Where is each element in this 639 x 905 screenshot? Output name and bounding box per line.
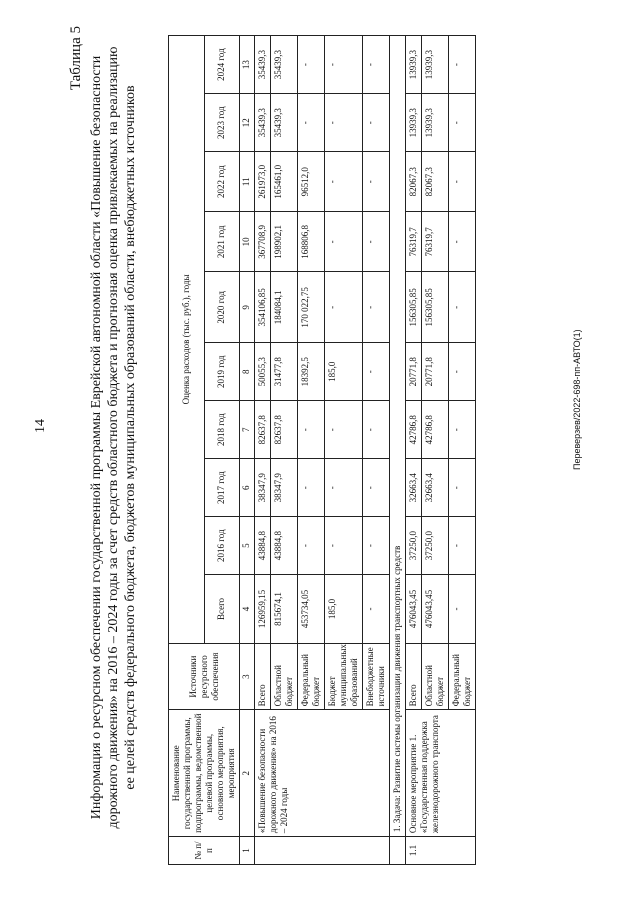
table-row — [255, 36, 271, 865]
index-cell: 9 — [240, 272, 255, 343]
value-cell: 170 022,75 — [298, 272, 325, 343]
index-cell: 1 — [240, 837, 255, 865]
header-num: № п/п — [169, 837, 240, 865]
value-cell: 32663,4 — [422, 459, 449, 517]
page-number: 14 — [33, 419, 48, 433]
document-title: Информация о ресурсном обеспечении государственной программы Еврейской автономной области «Повышение безопасности дорожного движения» на 2016 – 2024 годы за счет средств областного бюджета и прогнозная оценка привлекаемых на реализацию ее целей средств федерального бюджета, бюджетов муниципальных образований области, внебюджетных источников — [89, 46, 138, 829]
header-total: Всего — [204, 575, 240, 644]
value-cell: - — [325, 36, 363, 94]
index-cell: 4 — [240, 575, 255, 644]
value-cell: 13939,3 — [422, 36, 449, 94]
value-cell: 367708,9 — [255, 212, 271, 272]
value-cell: 31477,8 — [271, 343, 298, 401]
document-footer: Переверзев/2022-698-пп-АВТО(1) — [572, 329, 582, 470]
header-2024: 2024 год — [204, 36, 240, 94]
index-cell: 2 — [240, 710, 255, 837]
value-cell: - — [363, 459, 390, 517]
value-cell: 42786,8 — [422, 401, 449, 459]
value-cell: - — [363, 212, 390, 272]
header-2016: 2016 год — [204, 517, 240, 575]
header-2019: 2019 год — [204, 343, 240, 401]
value-cell: 815674,1 — [271, 575, 298, 644]
value-cell: - — [363, 343, 390, 401]
value-cell: - — [325, 401, 363, 459]
value-cell: - — [363, 36, 390, 94]
value-cell: - — [449, 517, 476, 575]
value-cell: - — [449, 272, 476, 343]
row-name: Основное мероприятие 1. «Государственная поддержка железнодорожного транспорта — [406, 710, 476, 837]
index-cell: 7 — [240, 401, 255, 459]
index-cell: 3 — [240, 643, 255, 710]
source-cell: Областной бюджет — [271, 643, 298, 710]
value-cell: - — [325, 272, 363, 343]
value-cell: 156305,85 — [422, 272, 449, 343]
task-heading: 1. Задача: Развитие системы организации движения транспортных средств — [390, 36, 406, 837]
value-cell: - — [449, 575, 476, 644]
value-cell: 13939,3 — [422, 94, 449, 152]
value-cell: - — [298, 459, 325, 517]
index-row — [240, 36, 255, 865]
value-cell: - — [325, 212, 363, 272]
value-cell: 126959,15 — [255, 575, 271, 644]
index-cell: 13 — [240, 36, 255, 94]
value-cell: - — [325, 94, 363, 152]
value-cell: - — [363, 272, 390, 343]
value-cell: 476043,45 — [406, 575, 422, 644]
value-cell: 20771,8 — [422, 343, 449, 401]
value-cell: 82067,3 — [406, 152, 422, 212]
value-cell: 43884,8 — [255, 517, 271, 575]
value-cell: 453734,05 — [298, 575, 325, 644]
value-cell: - — [363, 517, 390, 575]
table-row — [406, 36, 422, 865]
source-cell: Внебюджетные источники — [363, 643, 390, 710]
value-cell: 13939,3 — [406, 94, 422, 152]
resource-table — [168, 35, 476, 865]
value-cell: 354106,85 — [255, 272, 271, 343]
index-cell: 11 — [240, 152, 255, 212]
value-cell: - — [363, 152, 390, 212]
value-cell: 82067,3 — [422, 152, 449, 212]
value-cell: - — [298, 517, 325, 575]
value-cell: 20771,8 — [406, 343, 422, 401]
source-cell: Областной бюджет — [422, 643, 449, 710]
value-cell: 37250,0 — [422, 517, 449, 575]
header-estimate: Оценка расходов (тыс. руб.), годы — [169, 36, 205, 644]
value-cell: 165461,0 — [271, 152, 298, 212]
row-name: «Повышение безопасности дорожного движения» на 2016 – 2024 годы — [255, 710, 390, 837]
header-2020: 2020 год — [204, 272, 240, 343]
value-cell: 35439,3 — [271, 94, 298, 152]
value-cell: 42786,8 — [406, 401, 422, 459]
header-2022: 2022 год — [204, 152, 240, 212]
source-cell: Всего — [255, 643, 271, 710]
index-cell: 5 — [240, 517, 255, 575]
value-cell: 35439,3 — [255, 94, 271, 152]
index-cell: 10 — [240, 212, 255, 272]
value-cell: 50055,3 — [255, 343, 271, 401]
header-row — [169, 36, 205, 865]
value-cell: 76319,7 — [406, 212, 422, 272]
header-source: Источники ресурсного обеспечения — [169, 643, 240, 710]
value-cell: 76319,7 — [422, 212, 449, 272]
source-cell: Бюджет муниципальных образований — [325, 643, 363, 710]
value-cell: 156305,85 — [406, 272, 422, 343]
header-2023: 2023 год — [204, 94, 240, 152]
value-cell: - — [449, 36, 476, 94]
value-cell: 261973,0 — [255, 152, 271, 212]
source-cell: Федеральный бюджет — [449, 643, 476, 710]
value-cell: 168806,8 — [298, 212, 325, 272]
value-cell: - — [449, 152, 476, 212]
index-cell: 8 — [240, 343, 255, 401]
value-cell: - — [363, 401, 390, 459]
value-cell: 38347,9 — [255, 459, 271, 517]
row-num — [255, 837, 390, 865]
index-cell: 12 — [240, 94, 255, 152]
source-cell: Всего — [406, 643, 422, 710]
value-cell: 43884,8 — [271, 517, 298, 575]
value-cell: 96512,0 — [298, 152, 325, 212]
value-cell: 476043,45 — [422, 575, 449, 644]
value-cell: - — [325, 517, 363, 575]
value-cell: - — [449, 212, 476, 272]
value-cell: - — [449, 459, 476, 517]
header-2018: 2018 год — [204, 401, 240, 459]
value-cell: - — [298, 94, 325, 152]
value-cell: - — [449, 94, 476, 152]
value-cell: 13939,3 — [406, 36, 422, 94]
header-2021: 2021 год — [204, 212, 240, 272]
value-cell: 82637,8 — [271, 401, 298, 459]
value-cell: 37250,0 — [406, 517, 422, 575]
value-cell: - — [298, 401, 325, 459]
value-cell: - — [325, 459, 363, 517]
value-cell: 18392,5 — [298, 343, 325, 401]
header-2017: 2017 год — [204, 459, 240, 517]
value-cell: 185,0 — [325, 575, 363, 644]
table-label: Таблица 5 — [68, 26, 84, 91]
value-cell: 82637,8 — [255, 401, 271, 459]
value-cell: 35439,3 — [255, 36, 271, 94]
value-cell: - — [449, 401, 476, 459]
value-cell: 38347,9 — [271, 459, 298, 517]
task-row — [390, 36, 406, 865]
source-cell: Федеральный бюджет — [298, 643, 325, 710]
value-cell: - — [298, 36, 325, 94]
value-cell: 185,0 — [325, 343, 363, 401]
value-cell: 35439,3 — [271, 36, 298, 94]
row-num: 1.1 — [406, 837, 476, 865]
value-cell: - — [363, 575, 390, 644]
value-cell: - — [325, 152, 363, 212]
value-cell: 184084,1 — [271, 272, 298, 343]
value-cell: 32663,4 — [406, 459, 422, 517]
value-cell: - — [449, 343, 476, 401]
index-cell: 6 — [240, 459, 255, 517]
value-cell: - — [363, 94, 390, 152]
value-cell: 198902,1 — [271, 212, 298, 272]
header-name: Наименование государственной программы, подпрограммы, ведомственной целевой программы, основного мероприятия, мероприятия — [169, 710, 240, 837]
